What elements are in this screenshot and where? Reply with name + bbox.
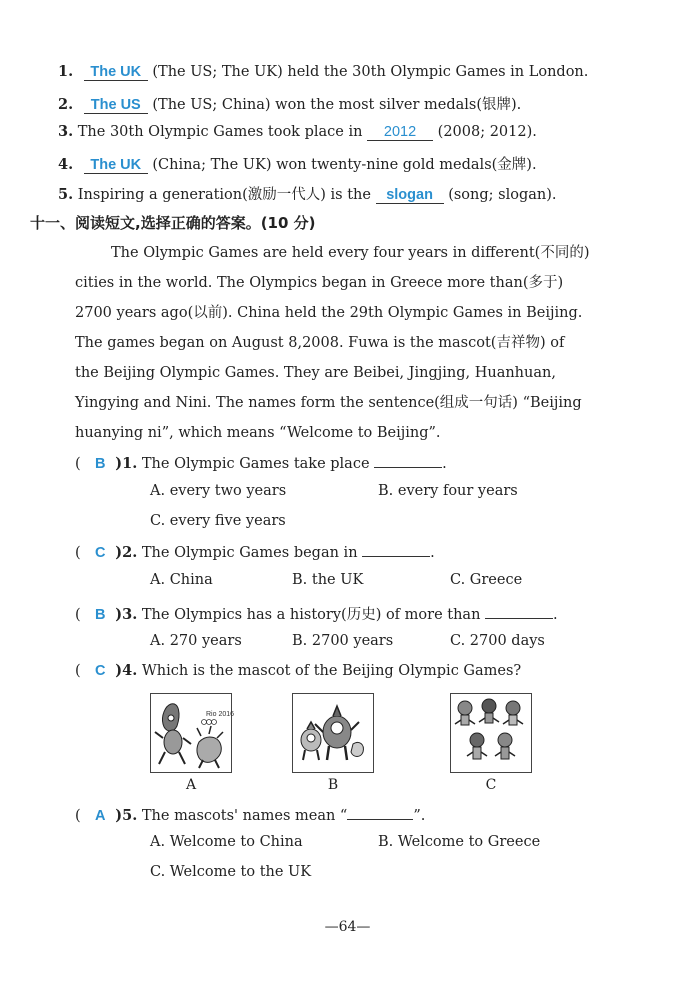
picture-label-a: A — [185, 777, 197, 793]
item-text: (The US; China) won the most silver medals(银牌). — [147, 97, 522, 113]
item-text: (China; The UK) won twenty-nine gold medals(金牌). — [147, 157, 537, 173]
reading-passage — [75, 238, 589, 448]
picture-label-b: B — [327, 777, 339, 793]
option: A. China — [150, 572, 213, 588]
paren-open: ( — [75, 663, 81, 679]
option: A. 270 years — [150, 633, 242, 649]
question-stem: Which is the mascot of the Beijing Olympic Games? — [141, 663, 522, 679]
rio-logo-text: Rio 2016 — [206, 711, 235, 718]
question-stem: The Olympic Games take place — [141, 456, 370, 472]
question-end: . — [442, 456, 447, 472]
question-end: ”. — [413, 808, 426, 824]
fuwa-illustration — [451, 694, 531, 772]
answer-blank: 2012 — [367, 124, 433, 141]
answer-choice: C — [95, 545, 106, 561]
item-number: 4. — [58, 156, 74, 173]
question-5 — [75, 805, 425, 824]
answer-choice: B — [95, 456, 106, 472]
item-number: 5. — [58, 186, 74, 203]
paren-open: ( — [75, 607, 81, 623]
item-pre-text: The 30th Olympic Games took place in — [77, 124, 368, 140]
option: A. every two years — [150, 483, 287, 499]
item-number: 1. — [58, 63, 74, 80]
picture-b — [292, 693, 374, 773]
question-stem: The Olympics has a history(历史) of more than — [141, 607, 481, 623]
item-number: 3. — [58, 123, 74, 140]
option: C. Greece — [450, 572, 523, 588]
answer-choice: C — [95, 663, 106, 679]
passage-line: 2700 years ago(以前). China held the 29th Olympic Games in Beijing. — [75, 305, 583, 321]
item-text: (song; slogan). — [443, 187, 557, 203]
answer-choice: B — [95, 607, 106, 623]
answer-blank: The US — [84, 97, 148, 114]
passage-line: The Olympic Games are held every four years in different(不同的) — [111, 245, 590, 261]
option: B. 2700 years — [292, 633, 394, 649]
option: C. every five years — [150, 513, 286, 529]
question-number: )4. — [115, 662, 138, 679]
question-stem: The mascots' names mean “ — [141, 808, 348, 824]
rio-mascots-illustration — [151, 694, 235, 772]
question-3 — [75, 603, 558, 624]
picture-a — [150, 693, 235, 773]
option: B. Welcome to Greece — [378, 834, 541, 850]
answer-blank: The UK — [84, 64, 148, 81]
passage-line: huanying ni”, which means “Welcome to Beijing”. — [75, 425, 441, 441]
section-title: 十一、阅读短文,选择正确的答案。(10 分) — [30, 214, 316, 232]
answer-blank — [362, 542, 430, 557]
option: C. Welcome to the UK — [150, 864, 312, 880]
passage-line: cities in the world. The Olympics began in Greece more than(多于) — [75, 275, 564, 291]
answer-blank — [347, 805, 413, 820]
option: B. every four years — [378, 483, 518, 499]
answer-blank — [485, 604, 553, 619]
question-4 — [75, 662, 521, 679]
question-number: )2. — [115, 544, 138, 561]
option: B. the UK — [292, 572, 364, 588]
option: A. Welcome to China — [150, 834, 303, 850]
item-number: 2. — [58, 96, 74, 113]
paren-open: ( — [75, 456, 81, 472]
question-number: )3. — [115, 606, 138, 623]
option: C. 2700 days — [450, 633, 545, 649]
answer-choice: A — [95, 808, 106, 824]
item-text: (The US; The UK) held the 30th Olympic Games in London. — [147, 64, 589, 80]
question-2 — [75, 542, 435, 561]
answer-blank: slogan — [376, 187, 444, 204]
item-5 — [58, 183, 557, 204]
question-number: )1. — [115, 455, 138, 472]
item-4 — [58, 153, 537, 174]
london-mascots-illustration — [293, 694, 373, 772]
item-pre-text: Inspiring a generation(激励一代人) is the — [77, 187, 376, 203]
paren-open: ( — [75, 808, 81, 824]
item-3 — [58, 123, 537, 141]
picture-c — [450, 693, 532, 773]
passage-line: The games began on August 8,2008. Fuwa is the mascot(吉祥物) of — [75, 335, 565, 351]
passage-line: Yingying and Nini. The names form the sentence(组成一句话) “Beijing — [75, 395, 582, 411]
item-1 — [58, 63, 588, 81]
answer-blank: The UK — [84, 157, 148, 174]
item-text: (2008; 2012). — [433, 124, 537, 140]
question-number: )5. — [115, 807, 138, 824]
question-1 — [75, 453, 447, 472]
passage-line: the Beijing Olympic Games. They are Beibei, Jingjing, Huanhuan, — [75, 365, 556, 381]
paren-open: ( — [75, 545, 81, 561]
question-end: . — [430, 545, 435, 561]
picture-label-c: C — [485, 777, 497, 793]
answer-blank — [374, 453, 442, 468]
item-2 — [58, 93, 521, 114]
question-stem: The Olympic Games began in — [141, 545, 358, 561]
question-end: . — [553, 607, 558, 623]
page-number: —64— — [324, 919, 371, 935]
